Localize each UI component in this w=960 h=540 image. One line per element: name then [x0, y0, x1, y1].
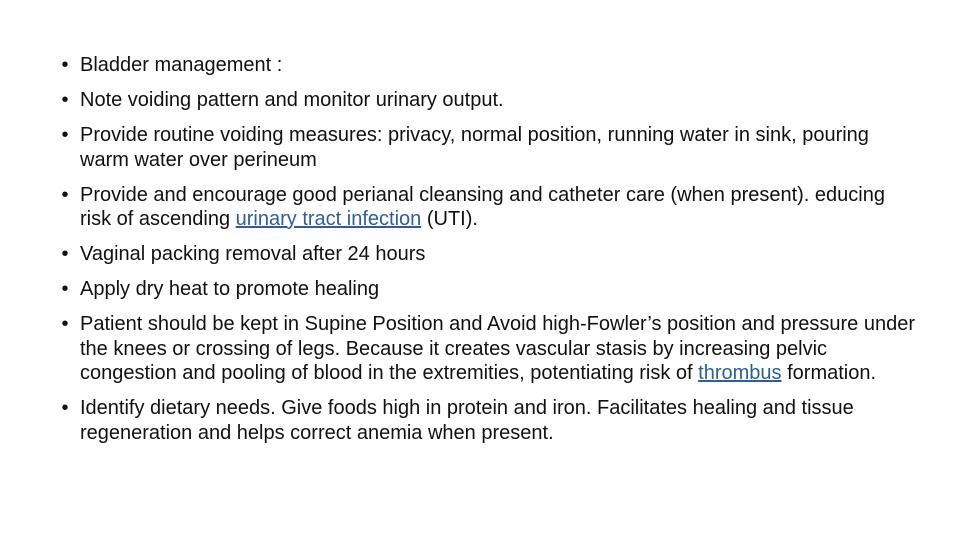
bullet-list — [58, 53, 918, 445]
list-item — [58, 88, 918, 113]
list-item — [58, 312, 918, 386]
bullet-icon: • — [61, 183, 69, 206]
item-text: Identify dietary needs. Give foods high in protein and iron. Facilitates healing and tissue regeneration and helps correct anemia when present. — [80, 397, 854, 444]
item-text-tail: formation. — [781, 362, 877, 384]
item-text: Provide and encourage good perianal cleansing and catheter care (when present). educing risk of ascending — [80, 183, 885, 230]
list-item — [58, 123, 918, 172]
item-text: Provide routine voiding measures: privacy, normal position, running water in sink, pouring warm water over perineum — [80, 124, 869, 171]
item-text: Note voiding pattern and monitor urinary output. — [80, 89, 504, 111]
list-item — [58, 53, 918, 78]
list-item — [58, 396, 918, 445]
bullet-icon: • — [61, 243, 69, 265]
item-text-tail: (UTI). — [421, 208, 478, 230]
item-text: Patient should be kept in Supine Position and Avoid high-Fowler’s position and pressure under the knees or crossing of legs. Because it creates vascular stasis by increasing pelvic congestion and pooling of blood in the extremities, potentiating risk of — [80, 313, 915, 384]
uti-link[interactable]: urinary tract infection — [235, 208, 422, 230]
bullet-icon: • — [61, 89, 69, 111]
list-item — [58, 277, 918, 302]
item-text: Bladder management : — [80, 54, 283, 76]
list-item — [58, 242, 918, 267]
thrombus-link[interactable]: thrombus — [698, 362, 782, 384]
bullet-icon: • — [61, 278, 69, 300]
item-text: Apply dry heat to promote healing — [80, 278, 380, 300]
bullet-icon: • — [61, 54, 69, 76]
bullet-icon: • — [61, 397, 69, 419]
item-text: Vaginal packing removal after 24 hours — [80, 243, 426, 265]
list-item — [58, 183, 918, 232]
bullet-icon: • — [61, 313, 69, 335]
bullet-icon: • — [61, 124, 69, 146]
